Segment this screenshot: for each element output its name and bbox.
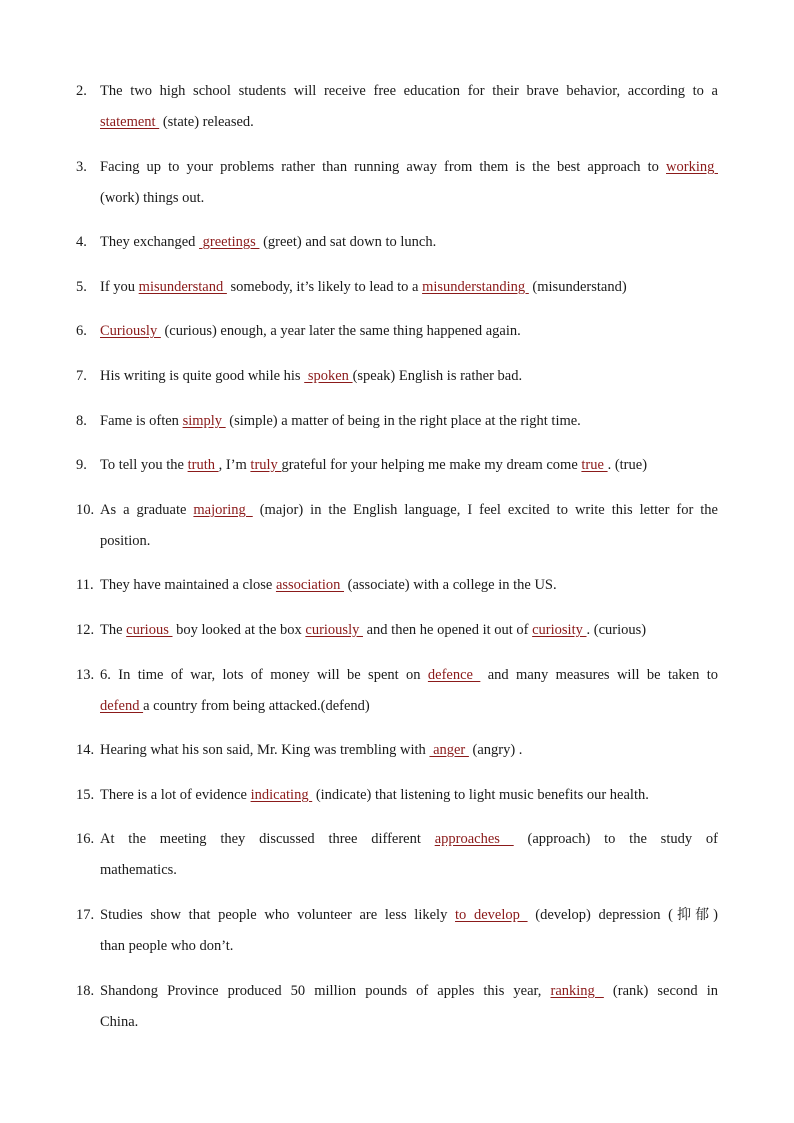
exercise-item-2 [76,76,718,138]
item-line-1: At the meeting they discussed three different approaches (approach) to the study of [100,831,718,847]
answer-blank: Curiously [100,323,161,339]
item-number: 18. [76,983,95,999]
item-number: 12. [76,622,95,638]
item-line-1: Curiously (curious) enough, a year later the same thing happened again. [100,323,521,339]
item-line-1: As a graduate majoring (major) in the English language, I feel excited to write this letter for the [100,502,718,518]
item-number: 9. [76,457,87,473]
answer-blank: simply [182,413,226,429]
exercise-item-18 [76,976,718,1038]
answer-blank: to develop [455,907,528,923]
answer-blank: defence [427,667,481,683]
answer-blank: approaches [434,831,514,847]
answer-blank: misunderstand [138,279,227,295]
answer-blank: statement [100,114,160,130]
answer-blank: indicating [250,787,313,803]
exercise-item-8 [76,406,718,437]
exercise-item-11 [76,570,718,601]
answer-blank: curiously [305,622,363,638]
answer-blank: ranking [550,983,604,999]
item-line-1: They have maintained a close association (associate) with a college in the US. [100,577,557,593]
chinese-gloss: 抑郁 [673,907,714,923]
item-line-2: China. [100,1014,139,1030]
item-line-1: Shandong Province produced 50 million pounds of apples this year, ranking (rank) second in [100,983,718,999]
answer-blank: defend [100,698,144,714]
item-number: 17. [76,907,95,923]
item-number: 11. [76,577,94,593]
item-line-1: They exchanged greetings (greet) and sat down to lunch. [100,234,437,250]
exercise-item-7 [76,361,718,392]
item-line-2: (work) things out. [100,190,205,206]
answer-blank: true [581,457,608,473]
item-line-1: 6. In time of war, lots of money will be spent on defence and many measures will be taken to [100,667,718,683]
answer-blank: misunderstanding [422,279,529,295]
exercise-item-17 [76,900,718,962]
item-number: 6. [76,323,87,339]
answer-blank: association [275,577,345,593]
item-number: 10. [76,502,95,518]
exercise-item-13 [76,660,718,722]
answer-blank: curious [126,622,173,638]
answer-blank: anger [429,742,469,758]
exercise-item-6 [76,316,718,347]
item-number: 14. [76,742,95,758]
item-number: 2. [76,83,87,99]
item-line-1: To tell you the truth , I’m truly grateful for your helping me make my dream come true . (true) [100,457,648,473]
exercise-item-4 [76,227,718,258]
item-line-1: Studies show that people who volunteer are less likely to develop (develop) depression (抑郁) [100,907,718,923]
item-number: 16. [76,831,95,847]
item-line-1: If you misunderstand somebody, it’s likely to lead to a misunderstanding (misunderstand) [100,279,627,295]
item-number: 4. [76,234,87,250]
item-line-1: The curious boy looked at the box curiously and then he opened it out of curiosity . (curious) [100,622,647,638]
exercise-item-12 [76,615,718,646]
item-line-2: than people who don’t. [100,938,234,954]
exercise-item-5 [76,272,718,303]
item-number: 8. [76,413,87,429]
exercise-item-3 [76,152,718,214]
exercise-item-9 [76,450,718,481]
answer-blank: curiosity [532,622,587,638]
item-number: 5. [76,279,87,295]
item-line-2: statement (state) released. [100,114,254,130]
answer-blank: majoring [193,502,253,518]
answer-blank: working [666,159,718,175]
exercise-item-14 [76,735,718,766]
item-number: 15. [76,787,95,803]
item-line-1: The two high school students will receive free education for their brave behavior, according to a [100,83,718,99]
item-line-1: There is a lot of evidence indicating (indicate) that listening to light music benefits our health. [100,787,649,803]
item-line-1: Facing up to your problems rather than running away from them is the best approach to working [100,159,718,175]
answer-blank: truth [187,457,219,473]
answer-blank: spoken [304,368,353,384]
exercise-item-15 [76,780,718,811]
item-line-2: position. [100,533,151,549]
item-line-1: His writing is quite good while his spoken (speak) English is rather bad. [100,368,523,384]
item-number: 3. [76,159,87,175]
item-line-1: Fame is often simply (simple) a matter of being in the right place at the right time. [100,413,581,429]
item-line-2: defend a country from being attacked.(defend) [100,698,370,714]
item-number: 13. [76,667,95,683]
answer-blank: truly [250,457,282,473]
item-number: 7. [76,368,87,384]
item-line-1: Hearing what his son said, Mr. King was trembling with anger (angry) . [100,742,523,758]
item-line-2: mathematics. [100,862,177,878]
exercise-item-16 [76,824,718,886]
answer-blank: greetings [199,234,260,250]
exercise-item-10 [76,495,718,557]
